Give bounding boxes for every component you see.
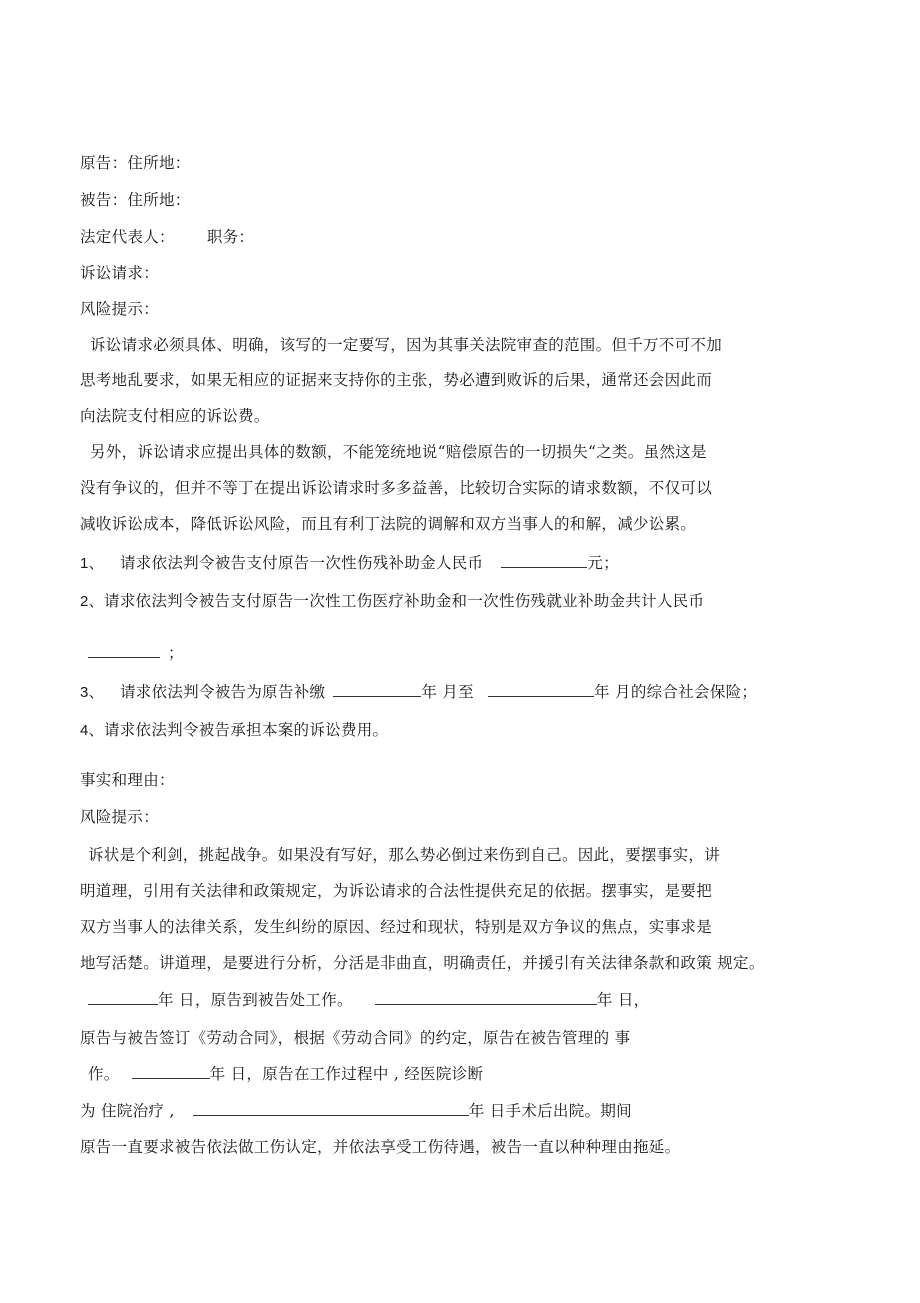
date-blank [488,683,594,697]
position-label: 职务： [206,228,255,246]
claims-risk-line: 诉讼请求必须具体、明确，该写的一定要写，因为其事关法院审查的范围。但千万不可不加 [90,336,723,354]
fact-text: 年 日，原告到被告处工作。 [158,991,353,1009]
claim-end: ； [168,644,184,662]
claims-risk-title: 风险提示： [80,300,160,318]
date-blank [333,683,421,697]
claims-risk-line: 思考地乱要求，如果无相应的证据来支持你的主张，势必遭到败诉的后果，通常还会因此而 [80,371,713,389]
legal-rep-line [80,227,254,247]
fact-line-2: 原告与被告签订《劳动合同》，根据《劳动合同》的约定，原告在被告管理的 事 [80,1029,631,1047]
fact-text: 作。 [88,1065,120,1083]
date-blank [375,991,597,1005]
fact-line-1 [88,990,649,1010]
claim-text: 请求依法判令被告支付原告一次性工伤医疗补助金和一次性伤残就业补助金共计人民币 [103,592,705,610]
claim-4 [80,720,388,741]
claims-risk-line: 减收诉讼成本，降低诉讼风险，而且有利丁法院的调解和双方当事人的和解，减少讼累。 [80,515,697,533]
claim-number: 3、 [80,684,104,701]
claims-title: 诉讼请求： [80,264,160,282]
date-blank [132,1065,210,1079]
claim-text: 请求依法判令被告承担本案的诉讼费用。 [103,721,389,739]
fact-text: 年 日， [596,991,650,1009]
facts-risk-title: 风险提示： [80,808,160,826]
claims-risk-line: 另外，诉讼请求应提出具体的数额，不能笼统地说“赔偿原告的一切损失“之类。虽然这是 [90,443,707,461]
date-blank [88,991,158,1005]
claims-risk-line: 没有争议的，但并不等丁在提出诉讼请求时多多益善，比较切合实际的请求数额，不仅可以 [80,479,713,497]
fact-text: 年 日，原告在工作过程中 , 经医院诊断 [209,1065,484,1083]
facts-risk-line: 诉状是个利剑，挑起战争。如果没有写好，那么势必倒过来伤到自己。因此，要摆事实，讲 [88,846,721,864]
fact-text: 为 住院治疗 , [80,1102,175,1120]
date-blank [193,1102,469,1116]
defendant-line: 被告：住所地： [80,191,191,209]
claim-text: 请求依法判令被告为原告补缴 [119,683,326,701]
facts-risk-line: 明道理，引用有关法律和政策规定，为诉讼请求的合法性提供充足的依据。摆事实，是要把 [80,882,713,900]
claim-text: 请求依法判令被告支付原告一次性伤残补助金人民币 [119,554,484,572]
fact-line-4 [80,1101,632,1121]
claim-mid: 年 月的综合社会保险； [594,683,758,701]
fact-text: 年 日手术后出院。期间 [468,1102,632,1120]
claim-number: 4、 [80,722,104,739]
facts-risk-line: 地写活楚。讲道理，是要进行分析，分活是非曲直，明确责任，并援引有关法律条款和政策 规定。 [80,954,765,972]
amount-blank [88,644,160,658]
facts-title: 事实和理由： [80,771,175,789]
claims-risk-line: 向法院支付相应的诉讼费。 [80,407,270,425]
claim-2-blank-line [88,643,184,663]
fact-line-5: 原告一直要求被告依法做工伤认定，并依法享受工伤待遇，被告一直以种种理由拖延。 [80,1138,681,1156]
claim-mid: 年 月至 [421,683,474,701]
claim-number: 1、 [80,555,104,572]
claim-1 [80,553,619,574]
facts-risk-line: 双方当事人的法律关系，发生纠纷的原因、经过和现状，特别是双方争议的焦点，实事求是 [80,918,713,936]
claim-end: 元； [587,554,619,572]
amount-blank [501,554,587,568]
claim-number: 2、 [80,593,104,610]
claim-3 [80,682,757,703]
claim-2 [80,591,704,612]
legal-rep-label: 法定代表人： [80,228,175,246]
plaintiff-line: 原告：住所地： [80,154,191,172]
fact-line-3 [88,1064,483,1084]
